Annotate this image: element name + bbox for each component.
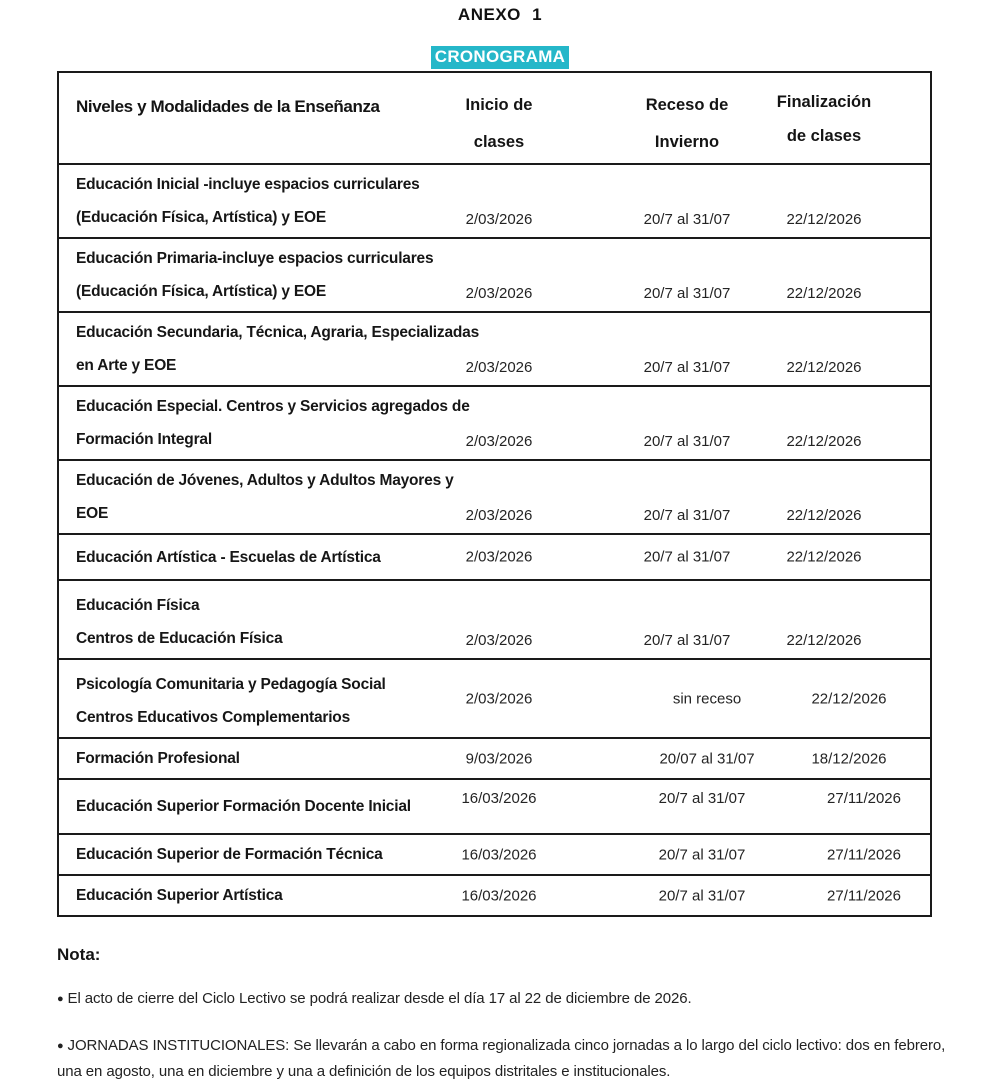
cronograma-highlight: CRONOGRAMA xyxy=(431,46,570,69)
level-name: Educación de Jóvenes, Adultos y Adultos Mayores y EOE xyxy=(76,472,454,522)
level-name: Educación Superior Formación Docente Inicial xyxy=(76,798,411,815)
page-title: ANEXO 1 xyxy=(457,5,543,24)
inicio-cell: 16/03/2026 xyxy=(461,887,537,904)
inicio-cell: 2/03/2026 xyxy=(465,211,533,228)
notes-title: Nota: xyxy=(57,945,101,964)
finalizacion-cell: 22/12/2026 xyxy=(786,548,862,566)
inicio-cell: 2/03/2026 xyxy=(465,632,533,649)
table-row-psicologia-comunitaria xyxy=(59,658,930,737)
finalizacion-cell: 18/12/2026 xyxy=(811,750,887,767)
subtitle-row xyxy=(0,46,1000,69)
finalizacion-cell: 27/11/2026 xyxy=(827,790,901,807)
header-line: Receso de xyxy=(645,96,729,114)
finalizacion-cell: 22/12/2026 xyxy=(811,690,887,707)
finalizacion-cell: 27/11/2026 xyxy=(827,887,901,904)
level-name: Educación Superior de Formación Técnica xyxy=(76,846,383,863)
table-row-formacion-profesional xyxy=(59,737,930,778)
header-niveles: Niveles y Modalidades de la Enseñanza xyxy=(76,97,380,116)
level-name: Educación Primaria-incluye espacios curriculares (Educación Física, Artística) y EOE xyxy=(76,250,434,300)
bullet-icon: ● xyxy=(57,1040,64,1052)
table-row-superior-artistica xyxy=(59,874,930,915)
inicio-cell: 2/03/2026 xyxy=(465,548,533,566)
level-name: Educación Artística - Escuelas de Artística xyxy=(76,548,381,566)
level-name: Educación Inicial -incluye espacios curriculares (Educación Física, Artística) y EOE xyxy=(76,176,420,226)
table-row-jovenes-adultos xyxy=(59,459,930,533)
note-item-jornadas xyxy=(57,1033,947,1085)
receso-cell: 20/7 al 31/07 xyxy=(643,359,731,376)
notes-section xyxy=(57,945,947,1085)
header-line: Finalización xyxy=(776,93,872,111)
receso-cell: 20/07 al 31/07 xyxy=(659,750,755,767)
level-name: Formación Profesional xyxy=(76,750,240,767)
note-text: El acto de cierre del Ciclo Lectivo se podrá realizar desde el día 17 al 22 de diciembre de 2026. xyxy=(67,990,692,1007)
finalizacion-cell: 22/12/2026 xyxy=(786,433,862,450)
table-header xyxy=(59,73,930,163)
inicio-cell: 16/03/2026 xyxy=(461,846,537,863)
table-row-educacion-inicial xyxy=(59,163,930,237)
level-name: Psicología Comunitaria y Pedagogía Social Centros Educativos Complementarios xyxy=(76,676,386,726)
table-row-educacion-especial xyxy=(59,385,930,459)
level-name: Educación Superior Artística xyxy=(76,887,283,904)
receso-cell: 20/7 al 31/07 xyxy=(658,887,746,904)
receso-cell: 20/7 al 31/07 xyxy=(658,846,746,863)
finalizacion-cell: 22/12/2026 xyxy=(786,507,862,524)
table-row-superior-docente-inicial xyxy=(59,778,930,833)
level-name: Educación Secundaria, Técnica, Agraria, Especializadas en Arte y EOE xyxy=(76,324,479,374)
header-line: Inicio de xyxy=(465,96,533,114)
header-finalizacion-de-clases xyxy=(749,85,899,153)
finalizacion-cell: 27/11/2026 xyxy=(827,846,901,863)
inicio-cell: 2/03/2026 xyxy=(465,433,533,450)
table-row-superior-formacion-tecnica xyxy=(59,833,930,874)
inicio-cell: 16/03/2026 xyxy=(461,790,537,807)
inicio-cell: 2/03/2026 xyxy=(465,507,533,524)
table-row-educacion-secundaria xyxy=(59,311,930,385)
finalizacion-cell: 22/12/2026 xyxy=(786,359,862,376)
inicio-cell: 2/03/2026 xyxy=(465,359,533,376)
header-line: clases xyxy=(473,133,525,151)
table-row-educacion-primaria xyxy=(59,237,930,311)
bullet-icon: ● xyxy=(57,993,64,1005)
finalizacion-cell: 22/12/2026 xyxy=(786,632,862,649)
finalizacion-cell: 22/12/2026 xyxy=(786,211,862,228)
receso-cell: 20/7 al 31/07 xyxy=(643,211,731,228)
receso-cell: sin receso xyxy=(672,690,742,707)
schedule-table xyxy=(57,71,932,917)
receso-cell: 20/7 al 31/07 xyxy=(658,790,746,807)
note-text: JORNADAS INSTITUCIONALES: Se llevarán a cabo en forma regionalizada cinco jornadas a lo largo del ciclo lectivo: dos en febrero, una en agosto, una en diciembre y una a definición de los equipos distritales e institucionales. xyxy=(57,1037,946,1080)
inicio-cell: 2/03/2026 xyxy=(465,285,533,302)
table-row-educacion-fisica xyxy=(59,579,930,658)
header-line: Invierno xyxy=(654,133,720,151)
header-line: de clases xyxy=(786,127,862,145)
level-name: Educación Física Centros de Educación Física xyxy=(76,597,283,647)
level-name: Educación Especial. Centros y Servicios agregados de Formación Integral xyxy=(76,398,470,448)
header-receso-de-invierno xyxy=(612,87,762,161)
receso-cell: 20/7 al 31/07 xyxy=(643,507,731,524)
header-inicio-de-clases xyxy=(439,87,559,161)
note-item-cierre xyxy=(57,986,947,1012)
receso-cell: 20/7 al 31/07 xyxy=(643,285,731,302)
receso-cell: 20/7 al 31/07 xyxy=(643,548,731,566)
inicio-cell: 2/03/2026 xyxy=(465,690,533,707)
receso-cell: 20/7 al 31/07 xyxy=(643,632,731,649)
receso-cell: 20/7 al 31/07 xyxy=(643,433,731,450)
inicio-cell: 9/03/2026 xyxy=(465,750,533,767)
table-row-educacion-artistica xyxy=(59,533,930,579)
finalizacion-cell: 22/12/2026 xyxy=(786,285,862,302)
